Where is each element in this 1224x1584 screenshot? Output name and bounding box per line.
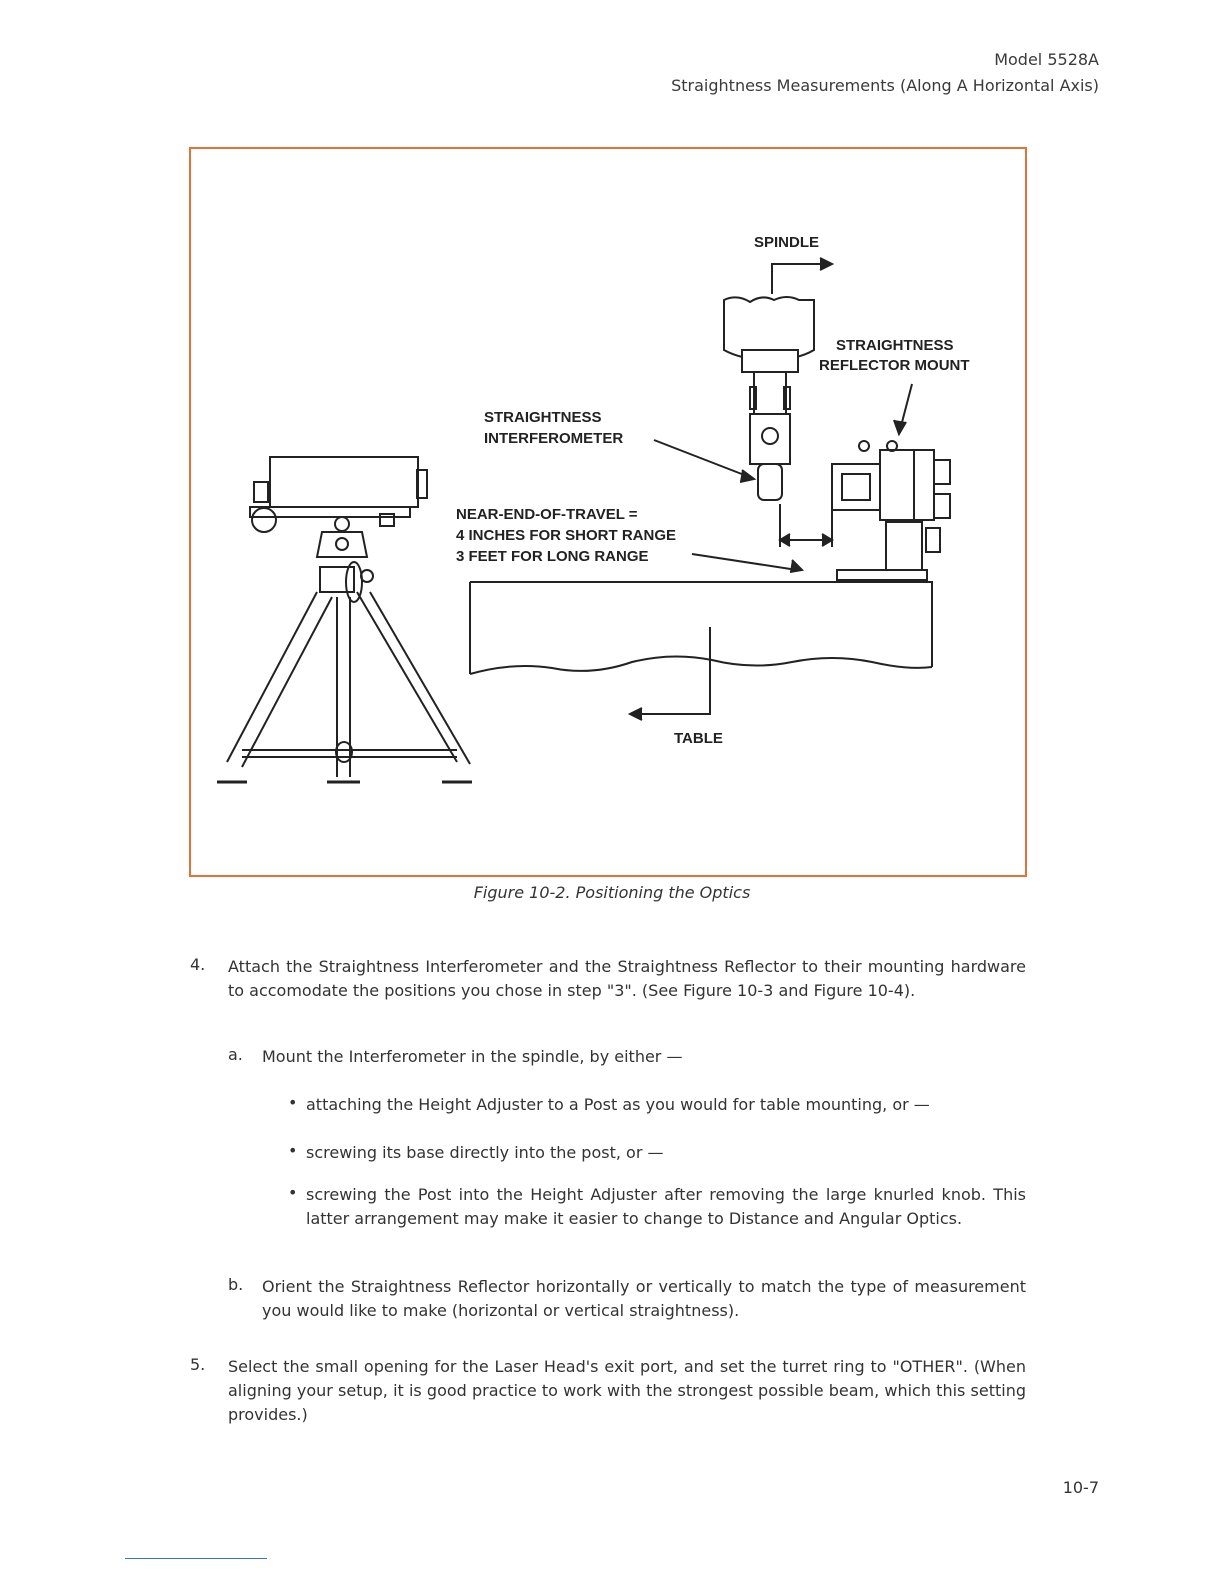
interferometer-body	[758, 464, 782, 500]
step-4b-number: b.	[228, 1275, 244, 1294]
step-4a-text: Mount the Interferometer in the spindle, by either —	[262, 1047, 683, 1066]
reflector-box	[832, 464, 880, 510]
step-4a-number: a.	[228, 1045, 243, 1064]
tripod-leg-right	[357, 592, 470, 764]
label-reflector-mount-line2: REFLECTOR MOUNT	[819, 357, 970, 374]
laser-head	[270, 457, 418, 507]
label-reflector-mount-line1: STRAIGHTNESS	[836, 337, 954, 354]
label-spindle: SPINDLE	[754, 234, 820, 251]
step-4-number: 4.	[190, 955, 206, 974]
table-break-line	[470, 656, 932, 674]
table-top	[470, 582, 932, 667]
step-4-text: Attach the Straightness Interferometer and the Straightness Reflector to their mounting hardware to accomodate the positions you chose in step "3". (See Figure 10-3 and Figure 10-4).	[228, 957, 1026, 1000]
bullet-1-symbol: •	[288, 1093, 298, 1112]
header-section-title: Straightness Measurements (Along A Horizontal Axis)	[671, 76, 1099, 95]
figure-frame	[189, 147, 1027, 877]
label-travel-line3: 3 FEET FOR LONG RANGE	[456, 548, 649, 565]
bullet-2-symbol: •	[288, 1141, 298, 1160]
label-table: TABLE	[674, 730, 723, 747]
label-interferometer-line2: INTERFEROMETER	[484, 430, 624, 447]
label-interferometer-line1: STRAIGHTNESS	[484, 409, 602, 426]
bullet-1-text: attaching the Height Adjuster to a Post as you would for table mounting, or —	[306, 1095, 930, 1114]
bullet-3-text: screwing the Post into the Height Adjuster after removing the large knurled knob. This latter arrangement may make it easier to change to Distance and Angular Optics.	[306, 1185, 1026, 1228]
label-travel-line1: NEAR-END-OF-TRAVEL =	[456, 506, 638, 523]
label-travel-line2: 4 INCHES FOR SHORT RANGE	[456, 527, 677, 544]
step-5-text: Select the small opening for the Laser Head's exit port, and set the turret ring to "OTHER". (When aligning your setup, it is good practice to work with the strongest possible beam, which this setting provides.)	[228, 1357, 1026, 1424]
tripod-leg-left	[227, 592, 332, 767]
bullet-3-symbol: •	[288, 1183, 298, 1202]
page-number: 10-7	[1062, 1478, 1099, 1497]
step-5-number: 5.	[190, 1355, 206, 1374]
bullet-2-text: screwing its base directly into the post, or —	[306, 1143, 664, 1162]
footer-rule	[125, 1558, 267, 1559]
header-model: Model 5528A	[994, 50, 1099, 69]
figure-caption: Figure 10-2. Positioning the Optics	[473, 883, 751, 902]
step-4b-text: Orient the Straightness Reflector horizontally or vertically to match the type of measurement you would like to make (horizontal or vertical straightness).	[262, 1277, 1026, 1320]
